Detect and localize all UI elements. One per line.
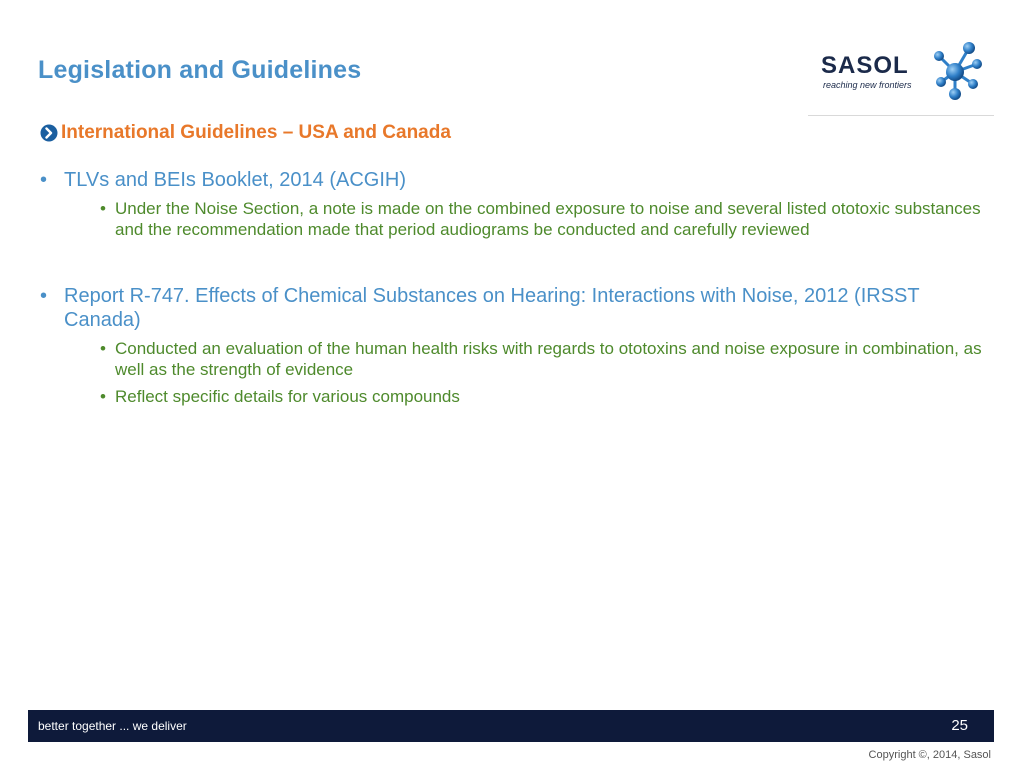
bullet-list	[40, 168, 990, 407]
copyright-notice: Copyright ©, 2014, Sasol	[868, 749, 991, 761]
sub-bullet-text: Reflect specific details for various compounds	[115, 387, 460, 406]
sub-bullet-dot: •	[100, 199, 106, 218]
sub-bullet-dot: •	[100, 387, 106, 406]
section-heading	[40, 122, 451, 144]
bullet-item	[40, 168, 990, 192]
footer-bar	[28, 710, 994, 742]
logo-divider	[808, 115, 994, 116]
bullet-dot: •	[40, 169, 48, 191]
sub-bullet-item	[40, 386, 990, 407]
molecule-logo-icon	[925, 38, 989, 102]
section-heading-text: International Guidelines – USA and Canada	[61, 122, 451, 143]
sasol-logo	[815, 38, 990, 110]
footer-slogan: better together ... we deliver	[38, 719, 187, 733]
sub-bullet-item	[40, 198, 990, 240]
sub-bullet-item	[40, 338, 990, 380]
bullet-text: TLVs and BEIs Booklet, 2014 (ACGIH)	[64, 169, 407, 191]
bullet-item	[40, 284, 990, 332]
logo-tagline: reaching new frontiers	[823, 80, 912, 90]
sub-bullet-text: Conducted an evaluation of the human health risks with regards to ototoxins and noise exposure in combination, as well as the strength of evidence	[115, 339, 982, 379]
page-number: 25	[951, 717, 968, 734]
sub-bullet-dot: •	[100, 339, 106, 358]
sub-bullet-text: Under the Noise Section, a note is made on the combined exposure to noise and several listed ototoxic substances and the recommendation made that period audiograms be conducted and carefully reviewed	[115, 199, 981, 239]
slide-title: Legislation and Guidelines	[38, 56, 362, 84]
logo-wordmark: SASOL	[821, 52, 909, 79]
bullet-dot: •	[40, 285, 48, 307]
bullet-text: Report R-747. Effects of Chemical Substances on Hearing: Interactions with Noise, 2012 (IRSST Canada)	[64, 285, 920, 331]
chevron-circle-icon	[40, 124, 58, 142]
